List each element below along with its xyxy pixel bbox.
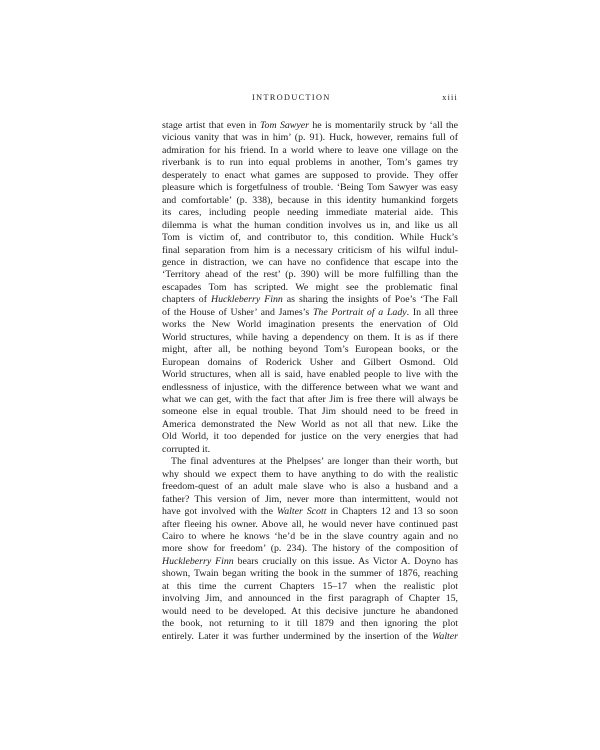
text-run: riverbank is to run into equal problems in another, Tom’s games try <box>162 157 458 169</box>
text-run: might, after all, be nothing beyond Tom’s European books, or the <box>162 344 458 356</box>
text-run: pleasure which is forgetfulness of trouble. ‘Being Tom Sawyer was easy <box>162 182 458 194</box>
text-run: European domains of Roderick Usher and Gilbert Osmond. Old <box>162 356 458 368</box>
text-line <box>162 220 458 232</box>
text-line <box>162 506 458 518</box>
text-line <box>162 556 458 568</box>
text-run: at this time the current Chapters 15–17 when the realistic plot <box>162 580 458 592</box>
text-line <box>162 269 458 281</box>
text-run: America demonstrated the New World as not all that new. Like the <box>162 418 458 430</box>
text-run: why should we expect them to have anything to do with the realistic <box>162 468 458 480</box>
text-run: its cares, including people needing immediate material aide. This <box>162 207 458 219</box>
text-run: have got involved with the <box>162 506 277 518</box>
text-line <box>162 481 458 493</box>
text-run: The final adventures at the Phelpses’ are longer than their worth, but <box>171 456 458 468</box>
italic-title: Walter Scott <box>276 506 327 518</box>
page-number: xiii <box>442 93 458 102</box>
text-run: entirely. Later it was further undermined by the insertion of the <box>162 630 433 642</box>
text-run: bears crucially on this issue. As Victor A. Doyno has <box>233 555 458 567</box>
running-head <box>162 93 458 107</box>
text-run: corrupted it. <box>162 443 211 455</box>
text-line <box>162 294 458 306</box>
text-run: works the New World imagination presents the enervation of Old <box>162 319 458 331</box>
text-line <box>162 431 458 443</box>
text-line <box>162 419 458 431</box>
text-run: more show for freedom’ (p. 234). The history of the composition of <box>162 543 458 555</box>
text-run: and comfortable’ (p. 338), because in this identity humankind forgets <box>162 194 458 206</box>
body-text <box>162 120 458 643</box>
text-run: ‘Territory ahead of the rest’ (p. 390) will be more fulfilling than the <box>162 269 458 281</box>
text-run: he is momentarily struck by ‘all the <box>308 120 459 131</box>
text-run: stage artist that even in <box>162 120 260 131</box>
text-line <box>162 631 458 643</box>
text-run: the book, not returning to it till 1879 and then ignoring the plot <box>162 618 458 630</box>
text-run: Cairo to where he knows ‘he’d be in the slave country again and no <box>162 530 458 542</box>
text-line <box>162 145 458 157</box>
text-line <box>162 369 458 381</box>
text-run: endlessness of injustice, with the difference between what we want and <box>162 381 458 393</box>
text-line <box>162 494 458 506</box>
text-line <box>162 543 458 555</box>
italic-title: Walter <box>432 630 458 642</box>
text-run: freedom-quest of an adult male slave who is also a husband and a <box>162 481 458 493</box>
text-line <box>162 444 458 456</box>
text-line <box>162 344 458 356</box>
text-line <box>162 357 458 369</box>
text-run: in Chapters 12 and 13 so soon <box>326 506 459 518</box>
text-run: vicious vanity that was in him’ (p. 91). Huck, however, remains full of <box>162 132 458 144</box>
text-run: final separation from him is a necessary criticism of his wilful indul- <box>162 244 458 256</box>
text-run: gence in distraction, we can have no confidence that escape into the <box>162 256 458 268</box>
text-line <box>162 120 458 132</box>
italic-title: Huckleberry Finn <box>162 555 234 567</box>
text-run: what we can get, with the fact that after Jim is free there will always be <box>162 393 458 405</box>
text-line <box>162 195 458 207</box>
text-run: World structures, when all is said, have enabled people to live with the <box>162 369 458 381</box>
text-line <box>162 519 458 531</box>
text-line <box>162 257 458 269</box>
text-line <box>162 469 458 481</box>
text-run: involving Jim, and announced in the first paragraph of Chapter 15, <box>162 593 458 605</box>
text-line <box>162 232 458 244</box>
text-run: chapters of <box>162 294 211 306</box>
text-line <box>162 319 458 331</box>
running-head-title: INTRODUCTION <box>252 93 331 102</box>
paragraph <box>162 456 458 643</box>
text-run: escapades Tom has scripted. We might see the problematic final <box>162 281 458 293</box>
italic-title: Tom Sawyer <box>259 120 309 131</box>
text-run: as sharing the insights of Poe’s ‘The Fall <box>282 294 459 306</box>
text-line <box>162 568 458 580</box>
text-line <box>162 606 458 618</box>
text-line <box>162 581 458 593</box>
italic-title: Huckleberry Finn <box>211 294 283 306</box>
text-line <box>162 531 458 543</box>
text-line <box>162 207 458 219</box>
text-line <box>162 282 458 294</box>
text-line <box>162 182 458 194</box>
text-run: of the House of Usher’ and James’s <box>162 306 313 318</box>
text-run: desperately to enact what games are supposed to provide. They offer <box>162 169 458 181</box>
text-run: shown, Twain began writing the book in the summer of 1876, reaching <box>162 568 458 580</box>
paragraph <box>162 120 458 456</box>
text-line <box>162 170 458 182</box>
text-line <box>162 307 458 319</box>
text-line <box>162 132 458 144</box>
text-run: after fleeing his owner. Above all, he would never have continued past <box>162 518 458 530</box>
text-line <box>162 406 458 418</box>
text-run: Old World, it too depended for justice on the very energies that had <box>162 431 458 443</box>
text-line <box>162 382 458 394</box>
text-run: World structures, while having a dependency on them. It is as if there <box>162 331 458 343</box>
text-line <box>162 245 458 257</box>
text-line <box>162 332 458 344</box>
text-run: admiration for his friend. In a world where to leave one village on the <box>162 144 458 156</box>
text-run: Tom is victim of, and contributor to, this condition. While Huck’s <box>162 232 458 244</box>
text-run: dilemma is what the human condition involves us in, and like us all <box>162 219 458 231</box>
text-run: would need to be developed. At this decisive juncture he abandoned <box>162 605 458 617</box>
text-line <box>162 618 458 630</box>
text-line <box>162 593 458 605</box>
text-run: . In all three <box>406 306 459 318</box>
italic-title: The Portrait of a Lady <box>312 306 407 318</box>
text-line <box>162 456 458 468</box>
text-line <box>162 157 458 169</box>
text-run: someone else in equal trouble. That Jim should need to be freed in <box>162 406 458 418</box>
text-run: father? This version of Jim, never more than intermittent, would not <box>162 493 458 505</box>
text-line <box>162 394 458 406</box>
